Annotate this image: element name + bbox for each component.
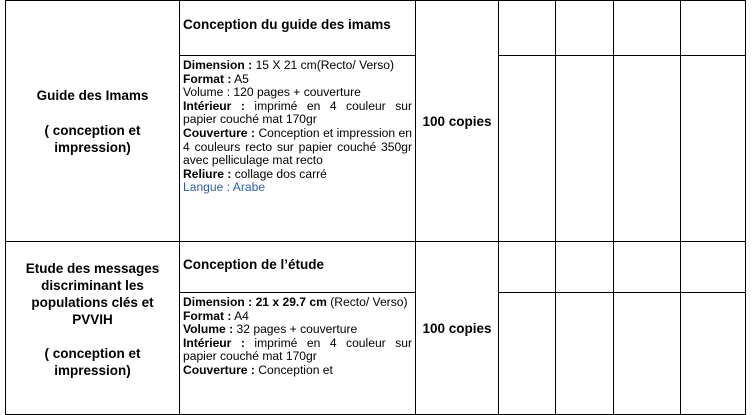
spec-line: Couverture : Conception et impression en 4 couleurs recto sur papier couché 350gr avec pelliculage mat recto <box>183 125 412 168</box>
spec-line: Format : A5 <box>183 71 249 86</box>
empty-cell <box>499 242 556 293</box>
quantity-cell: 100 copies <box>416 242 499 415</box>
empty-cell <box>614 293 681 415</box>
item-name: Etude des messages discriminant les populations clés et PVVIH <box>25 261 160 327</box>
row-title: Conception de l’étude <box>180 242 416 293</box>
empty-cell <box>556 1 614 56</box>
specifications-cell <box>180 56 416 242</box>
empty-cell <box>499 293 556 415</box>
empty-cell <box>556 293 614 415</box>
empty-cell <box>681 56 746 242</box>
empty-cell <box>499 56 556 242</box>
item-cell <box>6 1 180 242</box>
specifications-table <box>5 0 746 415</box>
table-row <box>6 1 746 56</box>
language-line: Langue : Arabe <box>183 180 266 195</box>
spec-line: Volume : 32 pages + couverture <box>183 322 358 337</box>
empty-cell <box>499 1 556 56</box>
item-note: ( conception et impression) <box>44 346 141 378</box>
empty-cell <box>614 1 681 56</box>
spec-line: Reliure : collage dos carré <box>183 166 327 181</box>
empty-cell <box>681 242 746 293</box>
empty-cell <box>681 1 746 56</box>
empty-cell <box>681 293 746 415</box>
empty-cell <box>614 56 681 242</box>
empty-cell <box>614 242 681 293</box>
spec-line: Dimension : 21 x 29.7 cm (Recto/ Verso) <box>183 295 408 309</box>
row-title: Conception du guide des imams <box>180 1 416 56</box>
spec-line: Volume : 120 pages + couverture <box>183 85 361 100</box>
quantity-cell: 100 copies <box>416 1 499 242</box>
spec-line: Dimension : 15 X 21 cm(Recto/ Verso) <box>183 58 395 72</box>
empty-cell <box>556 242 614 293</box>
item-note: ( conception et impression) <box>44 122 141 155</box>
spec-line: Intérieur : imprimé en 4 couleur sur papier couché mat 170gr <box>183 98 412 127</box>
spec-line: Format : A4 <box>183 308 249 323</box>
spec-line: Intérieur : imprimé en 4 couleur sur papier couché mat 170gr <box>183 335 412 364</box>
item-cell <box>6 242 180 415</box>
empty-cell <box>556 56 614 242</box>
specifications-cell <box>180 293 416 415</box>
table-row <box>6 242 746 293</box>
spec-line: Couverture : Conception et <box>183 362 333 377</box>
item-name: Guide des Imams <box>36 87 149 103</box>
